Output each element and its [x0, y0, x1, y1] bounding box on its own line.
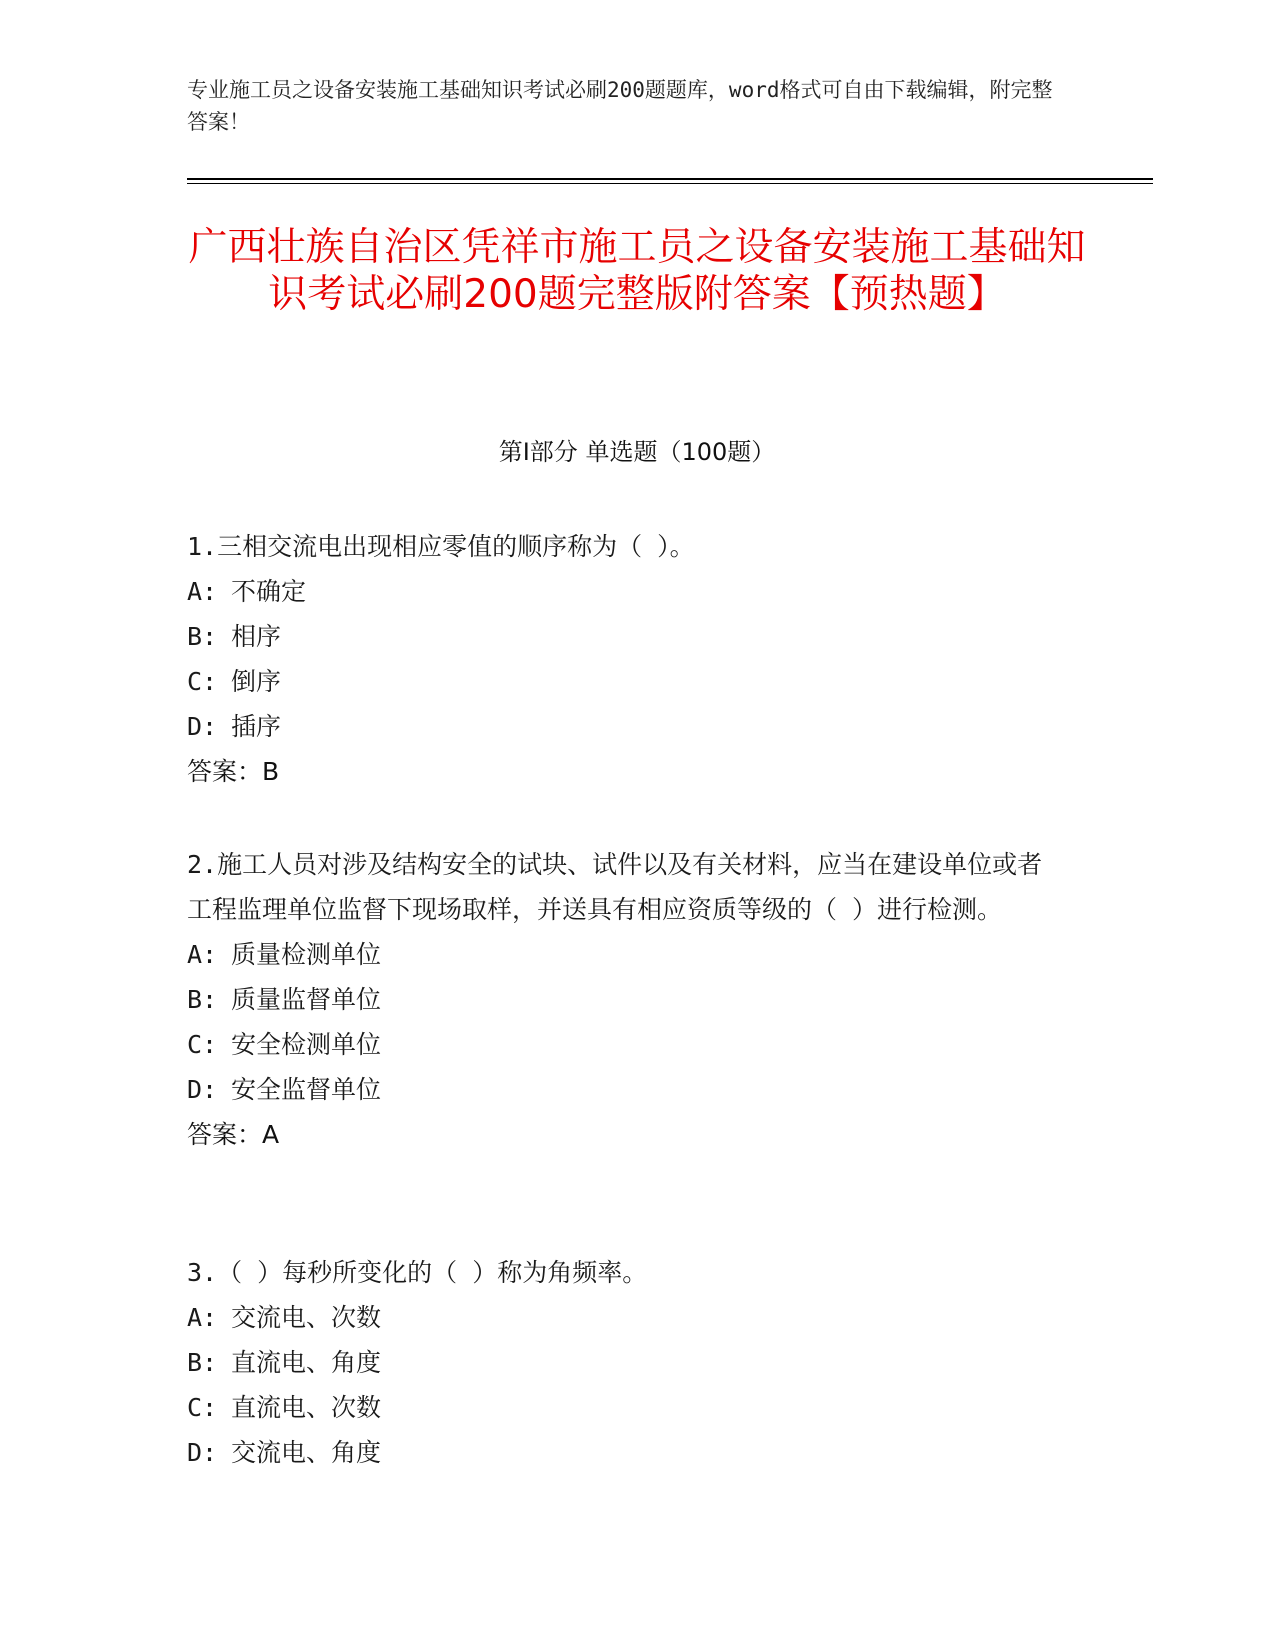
- option-a: [187, 569, 1067, 614]
- option-b: [187, 977, 1067, 1022]
- option-letter: B:: [187, 1348, 218, 1377]
- header-divider-thick: [187, 178, 1153, 180]
- section-heading: 第Ⅰ部分 单选题（100题）: [498, 438, 776, 466]
- option-letter: B:: [187, 985, 218, 1014]
- option-letter: C:: [187, 1393, 218, 1422]
- option-text: 直流电、次数: [231, 1393, 382, 1422]
- option-a: [187, 1295, 1067, 1340]
- option-b: [187, 614, 1067, 659]
- option-letter: A:: [187, 577, 218, 606]
- option-letter: D:: [187, 1438, 218, 1467]
- option-text: 不确定: [231, 577, 307, 606]
- option-c: [187, 1385, 1067, 1430]
- question-2: [187, 842, 1067, 1157]
- option-d: [187, 1430, 1067, 1475]
- option-letter: D:: [187, 1075, 218, 1104]
- question-stem: 2.施工人员对涉及结构安全的试块、试件以及有关材料，应当在建设单位或者工程监理单位监督下现场取样，并送具有相应资质等级的（ ）进行检测。: [187, 850, 1043, 924]
- question-stem: 3.（ ）每秒所变化的（ ）称为角频率。: [187, 1258, 648, 1287]
- option-text: 质量检测单位: [231, 940, 382, 969]
- option-c: [187, 659, 1067, 704]
- option-letter: D:: [187, 712, 218, 741]
- option-text: 相序: [231, 622, 282, 651]
- option-c: [187, 1022, 1067, 1067]
- option-text: 插序: [231, 712, 282, 741]
- option-b: [187, 1340, 1067, 1385]
- option-text: 交流电、次数: [231, 1303, 382, 1332]
- question-1: [187, 524, 1067, 794]
- option-letter: A:: [187, 940, 218, 969]
- option-letter: C:: [187, 1030, 218, 1059]
- option-text: 倒序: [231, 667, 282, 696]
- option-text: 安全检测单位: [231, 1030, 382, 1059]
- document-title: 广西壮族自治区凭祥市施工员之设备安装施工基础知识考试必刷200题完整版附答案【预热题】: [188, 225, 1086, 317]
- option-text: 直流电、角度: [231, 1348, 382, 1377]
- option-letter: A:: [187, 1303, 218, 1332]
- header-divider-thin: [187, 183, 1153, 184]
- header-note: 专业施工员之设备安装施工基础知识考试必刷200题题库，word格式可自由下载编辑，附完整答案！: [187, 78, 1053, 134]
- option-a: [187, 932, 1067, 977]
- option-d: [187, 1067, 1067, 1112]
- option-text: 交流电、角度: [231, 1438, 382, 1467]
- answer-line: 答案：B: [187, 757, 280, 786]
- option-text: 安全监督单位: [231, 1075, 382, 1104]
- question-3: [187, 1250, 1067, 1475]
- option-text: 质量监督单位: [231, 985, 382, 1014]
- option-d: [187, 704, 1067, 749]
- option-letter: B:: [187, 622, 218, 651]
- option-letter: C:: [187, 667, 218, 696]
- question-stem: 1.三相交流电出现相应零值的顺序称为（ ）。: [187, 532, 695, 561]
- answer-line: 答案：A: [187, 1120, 280, 1149]
